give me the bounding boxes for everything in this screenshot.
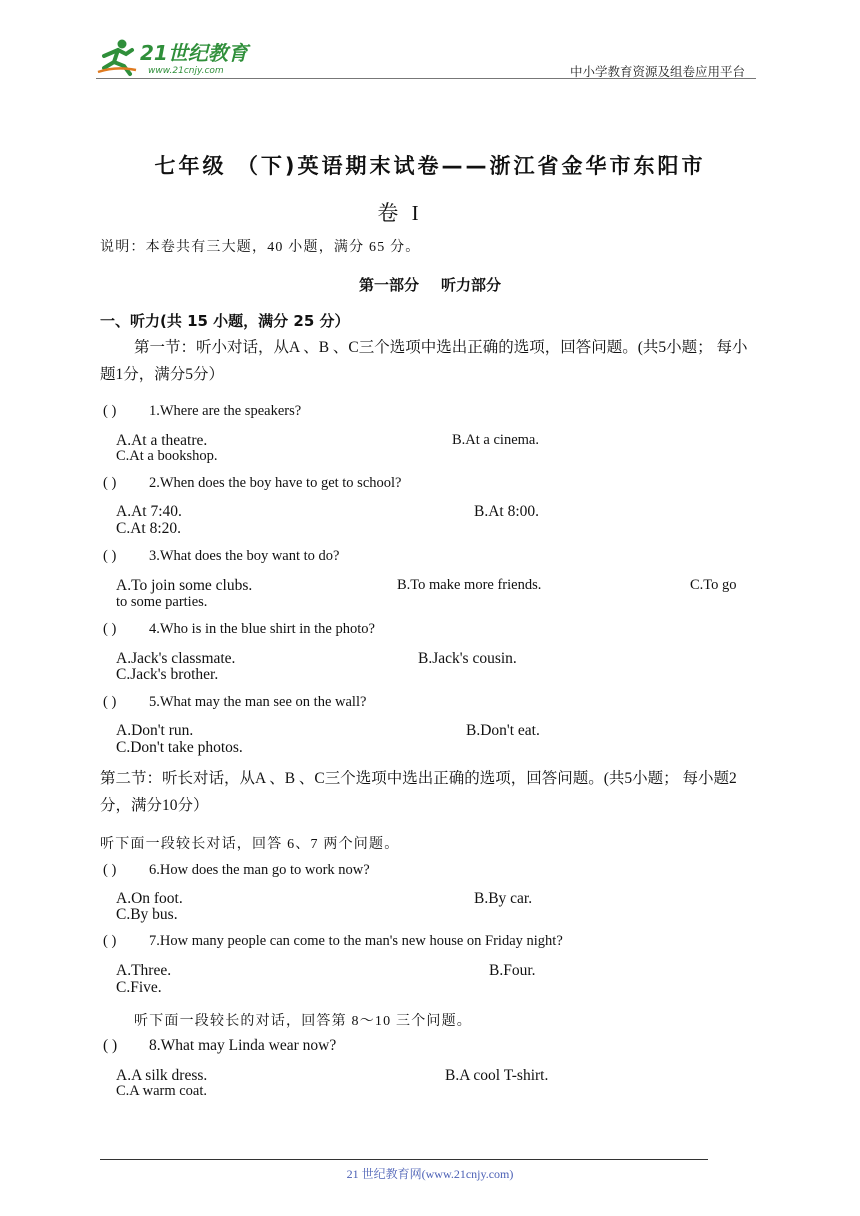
exam-note: 说明：本卷共有三大题，40 小题，满分 65 分。 [100,240,421,255]
answer-blank[interactable]: ( ) [103,621,117,637]
question-text: 5.What may the man see on the wall? [149,694,367,710]
option-a: A.To join some clubs. [116,577,253,594]
runner-icon [98,40,136,75]
part-heading [0,274,860,295]
answer-blank[interactable]: ( ) [103,475,117,491]
option-b: B.At 8:00. [474,503,540,520]
question-3 [103,548,339,565]
dialog-instruction: 听下面一段较长的对话，回答第 8～10 三个问题。 [134,1014,472,1029]
question-text: 4.Who is in the blue shirt in the photo? [149,621,375,637]
option-b: B.Four. [489,962,536,979]
option-c: C.A warm coat. [116,1083,208,1099]
option-b: B.Don't eat. [466,722,540,739]
logo-text: 21世纪教育 [140,41,248,65]
option-c: C.By bus. [116,906,178,923]
section-title: 一、听力(共 15 小题，满分 25 分） [100,312,350,330]
question-text: 1.Where are the speakers? [149,403,302,419]
footer-link[interactable]: 21 世纪教育网(www.21cnjy.com) [346,1167,514,1181]
header-platform-text: 中小学教育资源及组卷应用平台 [570,65,746,79]
option-a: A.At a theatre. [116,432,208,449]
question-4 [103,621,375,638]
question-1 [103,403,301,420]
option-b: B.To make more friends. [397,577,542,593]
paper-subtitle: 卷 I [377,201,423,225]
subsection-2-intro: 第二节：听长对话，从A 、B 、C三个选项中选出正确的选项，回答问题。(共5小题； 每小题2分，满分10分） [100,770,737,814]
question-text: 3.What does the boy want to do? [149,548,340,564]
option-b: B.By car. [474,890,533,907]
option-c: C.Don't take photos. [116,739,243,756]
option-c: C.Five. [116,979,162,996]
dialog-instruction: 听下面一段较长对话，回答 6、7 两个问题。 [100,837,400,852]
header-divider [96,78,756,79]
part-number: 第一部分 [358,276,419,294]
option-c: C.To go [690,577,737,593]
answer-blank[interactable]: ( ) [103,862,117,878]
part-name: 听力部分 [441,276,502,294]
footer-divider [100,1159,708,1160]
question-text: 6.How does the man go to work now? [149,862,370,878]
option-a: A.Three. [116,962,172,979]
option-a: A.Don't run. [116,722,194,739]
question-5 [103,694,366,711]
answer-blank[interactable]: ( ) [103,1037,118,1054]
question-8 [103,1037,336,1055]
question-text: 2.When does the boy have to get to school? [149,475,402,491]
option-a: A.At 7:40. [116,503,182,520]
option-c: C.At a bookshop. [116,448,218,464]
option-a: A.Jack's classmate. [116,650,236,667]
option-c: C.Jack's brother. [116,666,219,683]
option-b: B.Jack's cousin. [418,650,517,667]
answer-blank[interactable]: ( ) [103,933,117,949]
subsection-1-intro: 第一节：听小对话，从A 、B 、C三个选项中选出正确的选项，回答问题。(共5小题； 每小题1分，满分5分） [100,339,748,383]
question-7 [103,933,563,950]
option-a: A.On foot. [116,890,183,907]
option-b: B.A cool T-shirt. [445,1067,549,1084]
option-c: C.At 8:20. [116,520,182,537]
question-text: 8.What may Linda wear now? [149,1037,337,1054]
option-c-continued: to some parties. [116,594,208,610]
answer-blank[interactable]: ( ) [103,694,117,710]
answer-blank[interactable]: ( ) [103,403,117,419]
page-title: 七年级 （下)英语期末试卷——浙江省金华市东阳市 [154,154,706,178]
logo-url: www.21cnjy.com [148,66,224,76]
option-b: B.At a cinema. [452,432,539,448]
answer-blank[interactable]: ( ) [103,548,117,564]
question-2 [103,475,401,492]
question-6 [103,862,370,879]
site-logo [96,36,266,78]
question-text: 7.How many people can come to the man's new house on Friday night? [149,933,563,949]
option-a: A.A silk dress. [116,1067,208,1084]
